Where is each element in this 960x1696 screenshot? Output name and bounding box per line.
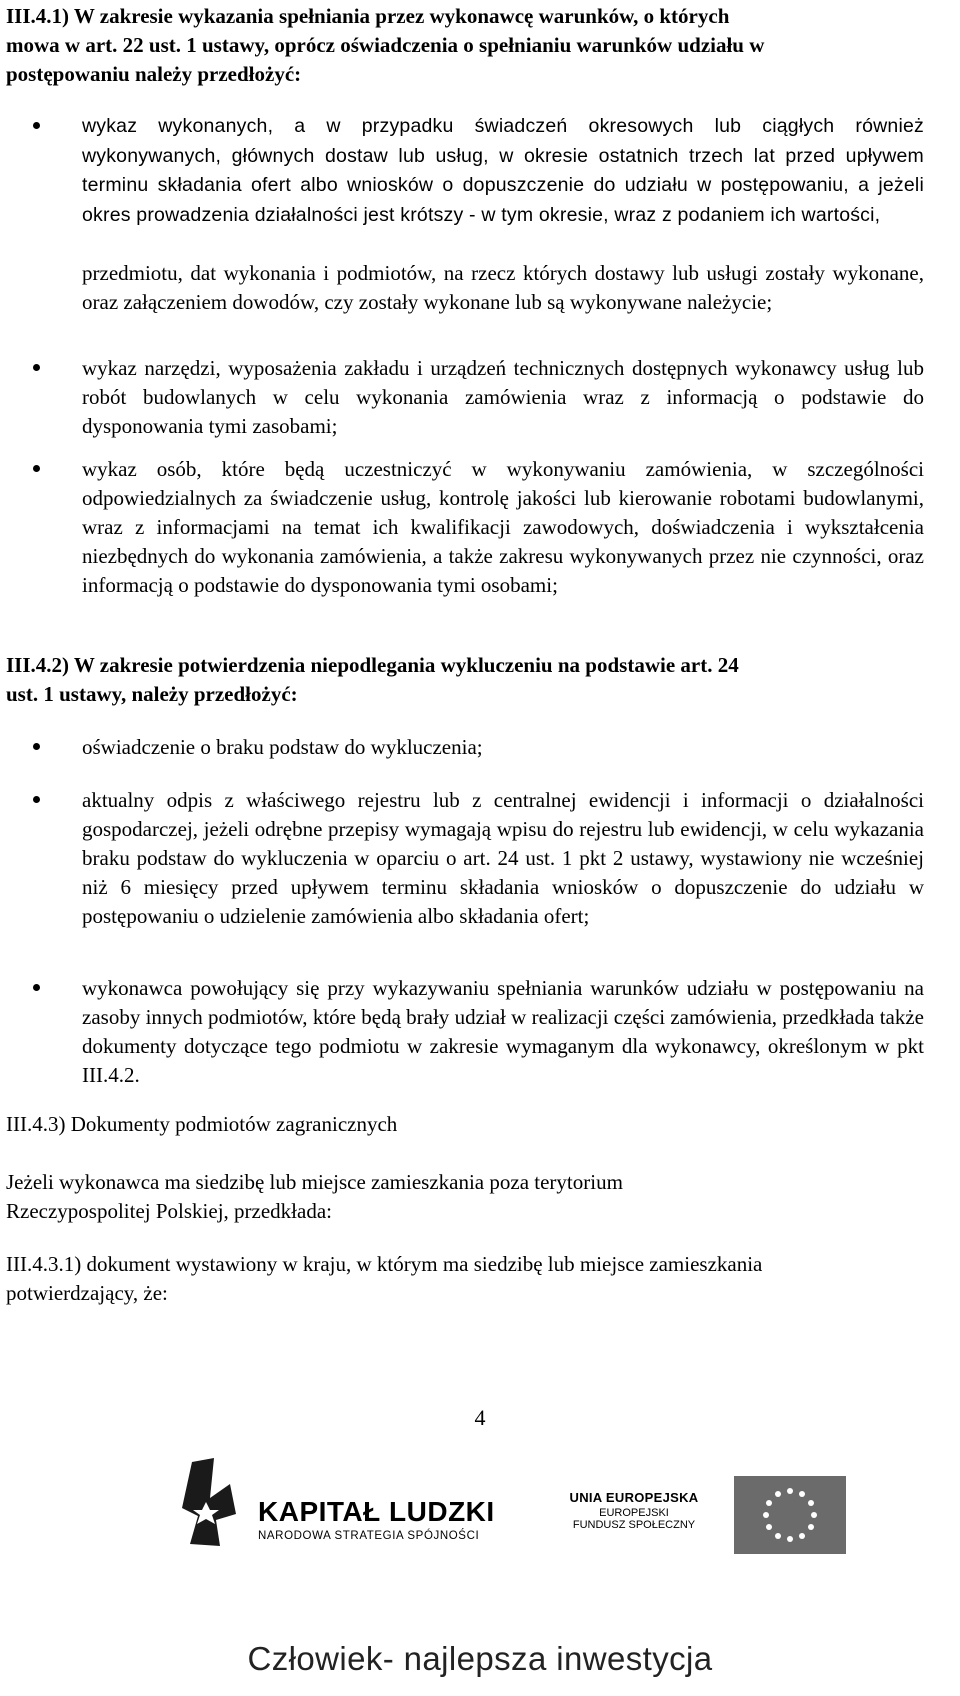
list-item-text: wykaz narzędzi, wyposażenia zakładu i urządzeń technicznych dostępnych wykonawcy usług lub robót budowlanych w celu wykonania zamówienia wraz z informacją o podstawie do dysponowania tymi zasobami; (82, 356, 924, 438)
section-3-subparagraph (6, 1250, 954, 1308)
list-item-text: wykaz osób, które będą uczestniczyć w wykonywaniu zamówienia, w szczególności odpowiedzialnych za świadczenie usług, kontrolę jakości lub kierowanie robotami budowlanymi, wraz z informacjami na temat ich kwalifikacji zawodowych, doświadczenia i wykształcenia niezbędnych do wykonania zamówienia, a także zakresu wykonywanych przez nie czynności, oraz informacją o podstawie do dysponowania tymi osobami; (82, 457, 924, 597)
bullet-icon (33, 796, 40, 803)
list-item-text: wykonawca powołujący się przy wykazywaniu spełniania warunków udziału w postępowaniu na zasoby innych podmiotów, które będą brały udział w realizacji części zamówienia, przedkłada także dokumenty dotyczące tego podmiotu w zakresie wymaganym dla wykonawcy, określonym w pkt III.4.2. (82, 976, 924, 1087)
eu-line-3: FUNDUSZ SPOŁECZNY (572, 1519, 696, 1531)
page-number: 4 (474, 1405, 486, 1430)
section-1-heading-line: postępowaniu należy przedłożyć: (6, 62, 302, 86)
section-3-paragraph (6, 1168, 954, 1226)
footer-motto: Człowiek- najlepsza inwestycja (247, 1640, 713, 1677)
bullet-icon (33, 122, 40, 129)
section-2-heading (6, 651, 954, 709)
kapital-ludzki-subtitle: NARODOWA STRATEGIA SPÓJNOŚCI (258, 1530, 480, 1542)
paragraph-line: Rzeczypospolitej Polskiej, przedkłada: (6, 1199, 332, 1223)
list-item-text: wykaz wykonanych, a w przypadku świadczeń okresowych lub ciągłych również wykonywanych, głównych dostaw lub usług, w okresie ostatnich trzech lat przed upływem terminu składania ofert albo wniosków o dopuszczenie do udziału w postępowaniu, a jeżeli okres prowadzenia działalności jest krótszy - w tym okresie, wraz z podaniem ich wartości, (82, 115, 924, 226)
paragraph-line: III.4.3.1) dokument wystawiony w kraju, w którym ma siedzibę lub miejsce zamieszkania (6, 1252, 763, 1276)
bullet-icon (33, 743, 40, 750)
kapital-ludzki-logo-icon (180, 1458, 240, 1548)
list-item-text: aktualny odpis z właściwego rejestru lub z centralnej ewidencji i informacji o działalności gospodarczej, jeżeli odrębne przepisy wymagają wpisu do rejestru lub ewidencji, w celu wykazania braku podstaw do wykluczenia w oparciu o art. 24 ust. 1 pkt 2 ustawy, wystawiony nie wcześniej niż 6 miesięcy przed upływem terminu składania wniosków o dopuszczenie do udziału w postępowaniu o udzielenie zamówienia albo składania ofert; (82, 788, 924, 928)
list-item-text: oświadczenie o braku podstaw do wykluczenia; (82, 735, 483, 759)
section-1-heading-line: III.4.1) W zakresie wykazania spełniania przez wykonawcę warunków, o których (6, 4, 730, 28)
eu-line-2: EUROPEJSKI (599, 1507, 669, 1519)
eu-logo-text (554, 1490, 714, 1531)
paragraph-line: potwierdzający, że: (6, 1281, 168, 1305)
section-2-heading-line: III.4.2) W zakresie potwierdzenia niepodlegania wykluczeniu na podstawie art. 24 (6, 653, 739, 677)
kapital-ludzki-title: KAPITAŁ LUDZKI (258, 1496, 495, 1527)
footer-logos (0, 1440, 960, 1696)
bullet-icon (33, 984, 40, 991)
eu-flag-icon (734, 1476, 846, 1554)
eu-line-1: UNIA EUROPEJSKA (569, 1490, 699, 1505)
section-1-heading (6, 2, 954, 89)
bullet-icon (33, 364, 40, 371)
section-3-heading: III.4.3) Dokumenty podmiotów zagranicznych (6, 1112, 398, 1136)
paragraph-line: Jeżeli wykonawca ma siedzibę lub miejsce zamieszkania poza terytorium (6, 1170, 623, 1194)
section-2-heading-line: ust. 1 ustawy, należy przedłożyć: (6, 682, 298, 706)
list-item-text: przedmiotu, dat wykonania i podmiotów, na rzecz których dostawy lub usługi zostały wykonane, oraz załączeniem dowodów, czy zostały wykonane lub są wykonywane należycie; (82, 261, 924, 314)
section-1-heading-line: mowa w art. 22 ust. 1 ustawy, oprócz oświadczenia o spełnianiu warunków udziału w (6, 33, 765, 57)
bullet-icon (33, 465, 40, 472)
